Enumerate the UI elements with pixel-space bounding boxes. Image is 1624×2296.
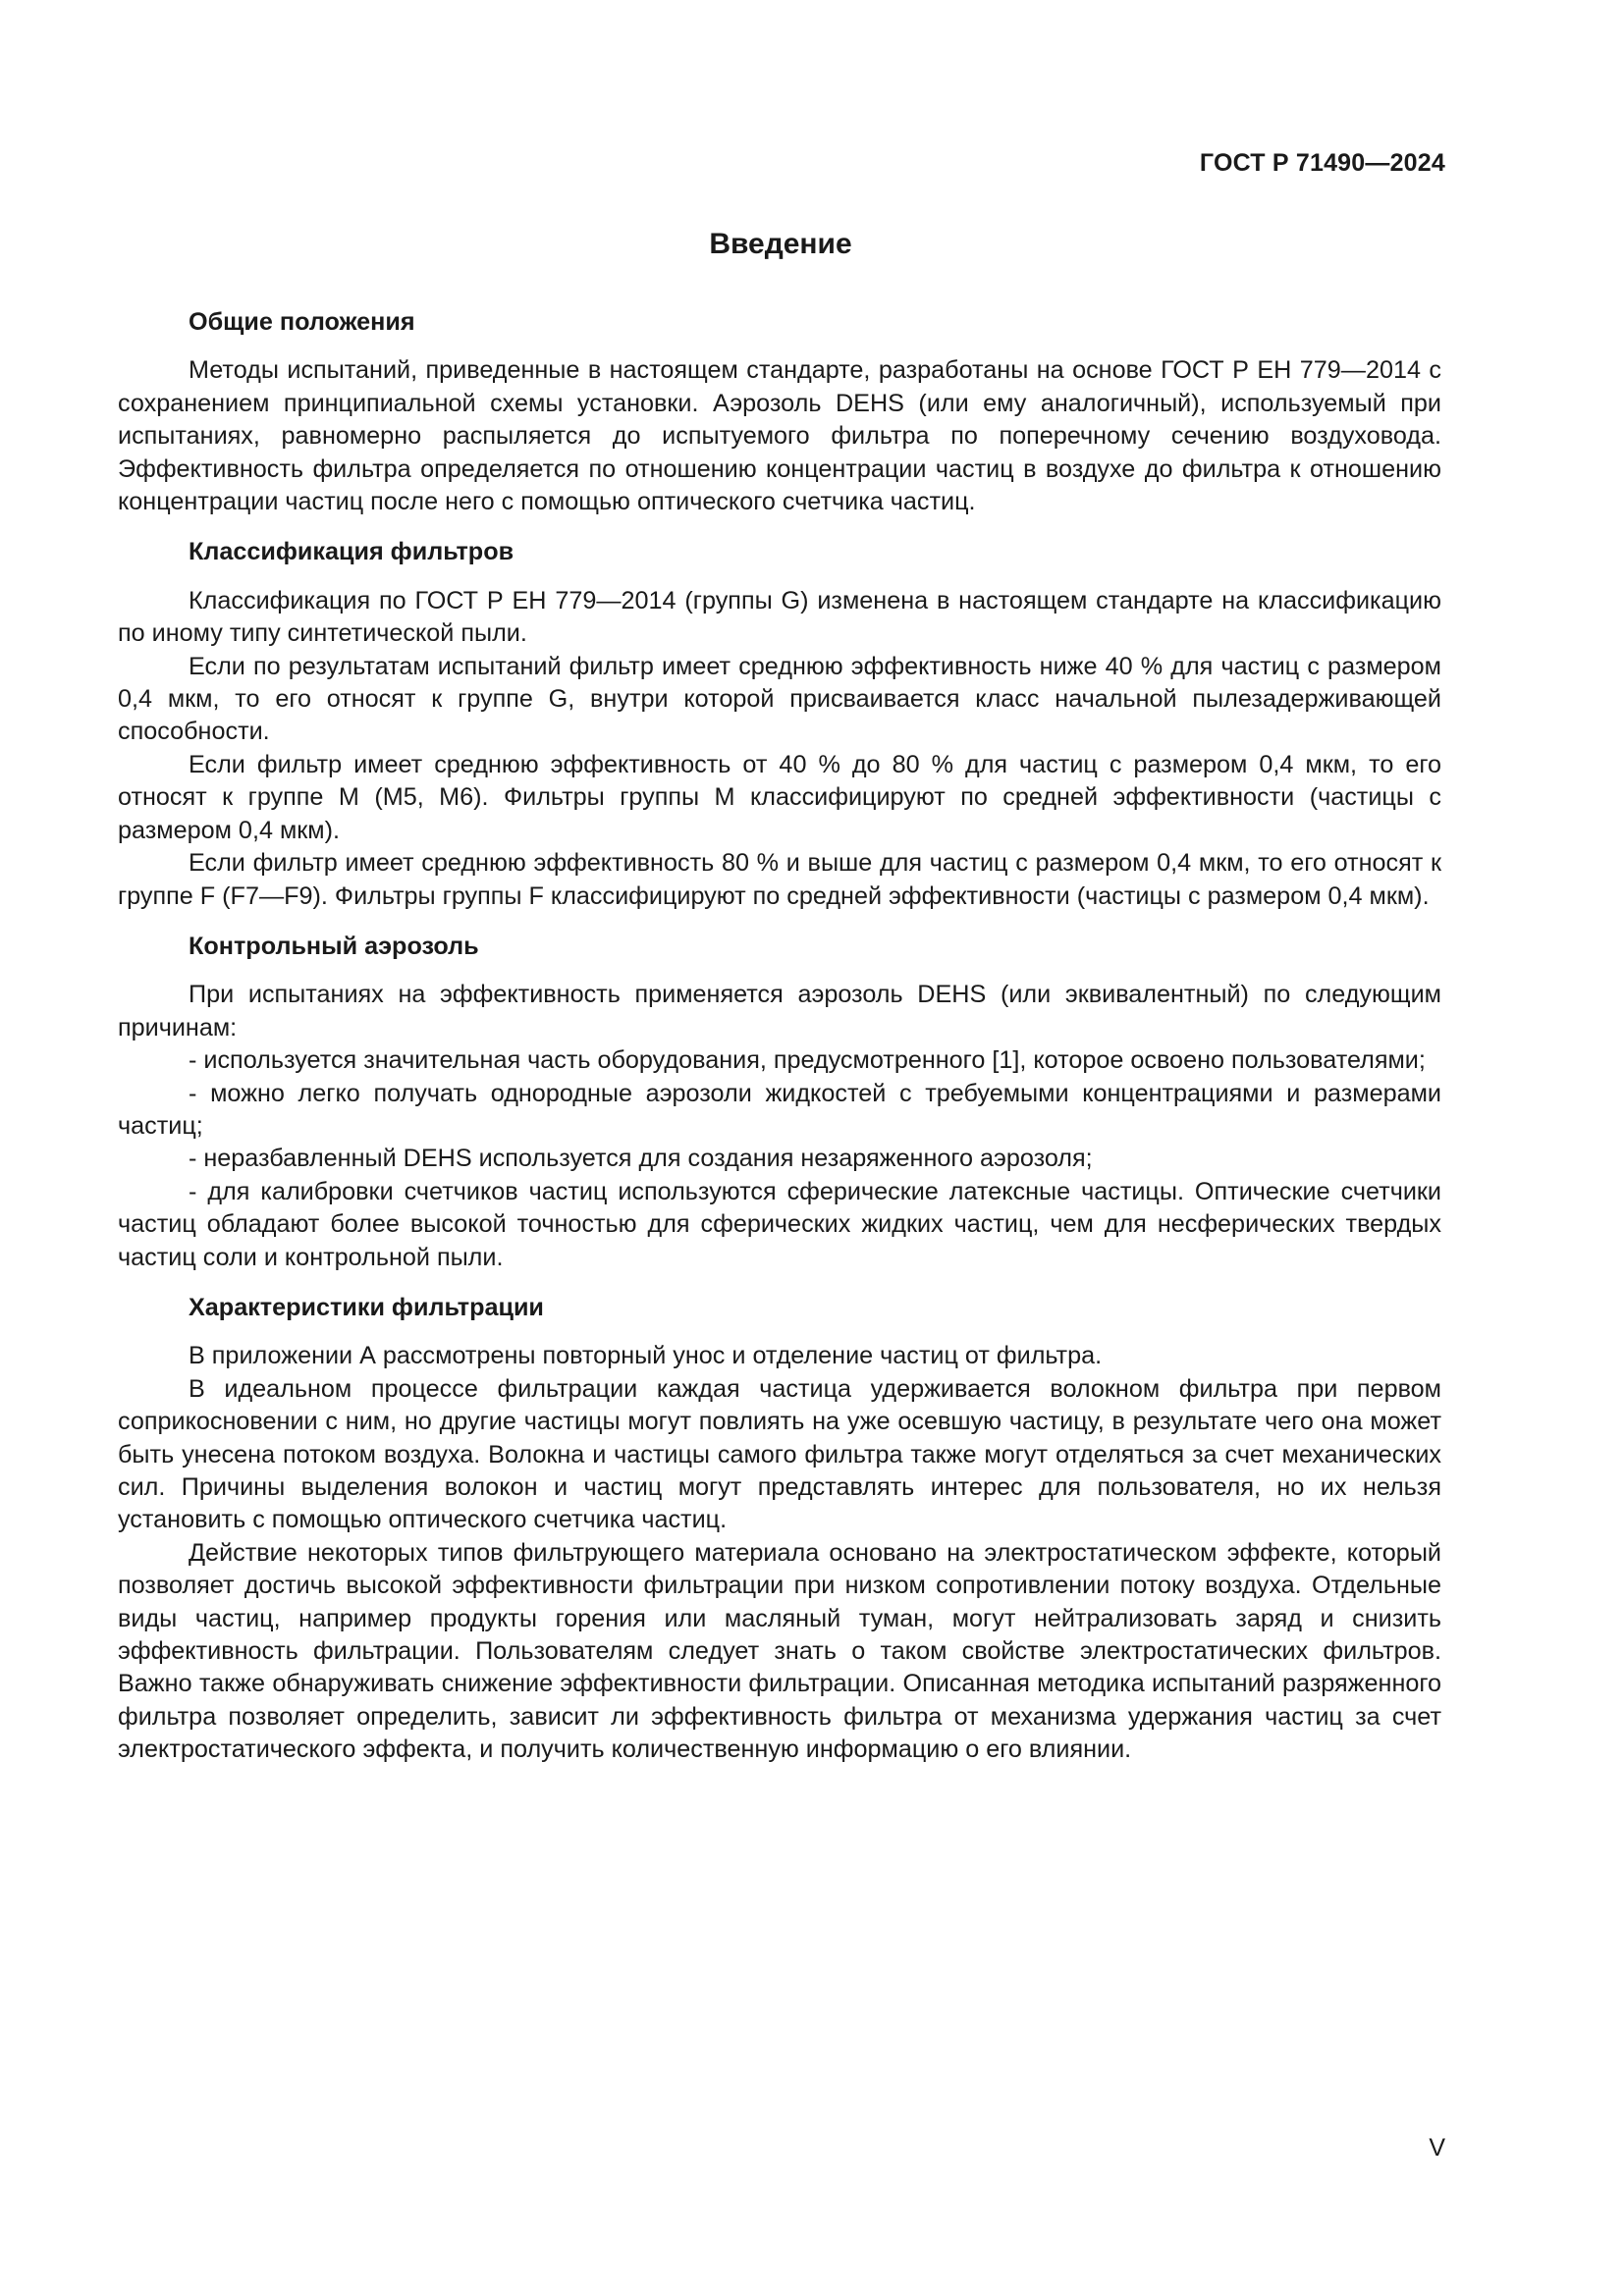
paragraph: Классификация по ГОСТ Р ЕН 779—2014 (группы G) изменена в настоящем стандарте на классификацию по иному типу синтетической пыли. (118, 586, 1441, 648)
paragraph: При испытаниях на эффективность применяется аэрозоль DEHS (или эквивалентный) по следующим причинам: (118, 981, 1441, 1041)
paragraph: Действие некоторых типов фильтрующего материала основано на электростатическом эффекте, который позволяет достичь высокой эффективности фильтрации при низком сопротивлении потоку воздуха. Отдельные виды частиц, например продукты горения или масляный туман, могут нейтрализовать заряд и снизить эффективность фильтрации. Пользователям следует знать о таком свойстве электростатических фильтров. Важно также обнаруживать снижение эффективности фильтрации. Описанная методика испытаний разряженного фильтра позволяет определить, зависит ли эффективность фильтра от механизма удержания частиц за счет электростатического эффекта, и получить количественную информацию о его влиянии. (118, 1538, 1441, 1764)
document-body (118, 306, 1441, 1785)
paragraph: В приложении А рассмотрены повторный унос и отделение частиц от фильтра. (189, 1342, 1103, 1370)
paragraph: Если фильтр имеет среднюю эффективность 80 % и выше для частиц с размером 0,4 мкм, то его относят к группе F (F7—F9). Фильтры группы F классифицируют по средней эффективности (частицы с размером 0,4 мкм). (118, 849, 1441, 910)
page-title: Введение (709, 228, 852, 260)
document-code: ГОСТ Р 71490—2024 (1199, 149, 1445, 177)
section-heading: Общие положения (189, 308, 415, 336)
section-general (118, 306, 1441, 518)
section-heading: Контрольный аэрозоль (189, 932, 479, 960)
section-control-aerosol (118, 931, 1441, 1274)
paragraph: Если по результатам испытаний фильтр имеет среднюю эффективность ниже 40 % для частиц с размером 0,4 мкм, то его относят к группе G, внутри которой присваивается класс начальной пылезадерживающей способности. (118, 652, 1441, 746)
paragraph: Методы испытаний, приведенные в настоящем стандарте, разработаны на основе ГОСТ Р ЕН 779—2014 с сохранением принципиальной схемы установки. Аэрозоль DEHS (или ему аналогичный), используемый при испытаниях, равномерно распыляется до испытуемого фильтра по поперечному сечению воздуховода. Эффективность фильтра определяется по отношению концентрации частиц в воздухе до фильтра к отношению концентрации частиц после него с помощью оптического счетчика частиц. (118, 356, 1441, 516)
list-item: - используется значительная часть оборудования, предусмотренного [1], которое освоено пользователями; (189, 1046, 1426, 1075)
list-item: - можно легко получать однородные аэрозоли жидкостей с требуемыми концентрациями и размерами частиц; (118, 1079, 1441, 1140)
section-filter-classification (118, 536, 1441, 912)
section-heading: Классификация фильтров (189, 538, 514, 566)
page-number: V (1429, 2134, 1445, 2162)
list-item: - неразбавленный DEHS используется для создания незаряженного аэрозоля; (189, 1145, 1093, 1173)
paragraph: Если фильтр имеет среднюю эффективность от 40 % до 80 % для частиц с размером 0,4 мкм, то его относят к группе М (М5, М6). Фильтры группы М классифицируют по средней эффективности (частицы с размером 0,4 мкм). (118, 750, 1441, 844)
section-heading: Характеристики фильтрации (189, 1293, 544, 1321)
list-item: - для калибровки счетчиков частиц используются сферические латексные частицы. Оптические счетчики частиц обладают более высокой точностью для сферических жидких частиц, чем для несферических твердых частиц соли и контрольной пыли. (118, 1177, 1441, 1271)
section-filtration-characteristics (118, 1292, 1441, 1767)
paragraph: В идеальном процессе фильтрации каждая частица удерживается волокном фильтра при первом соприкосновении с ним, но другие частицы могут повлиять на уже осевшую частицу, в результате чего она может быть унесена потоком воздуха. Волокна и частицы самого фильтра также могут отделяться за счет механических сил. Причины выделения волокон и частиц могут представлять интерес для пользователя, но их нельзя установить с помощью оптического счетчика частиц. (118, 1374, 1441, 1534)
